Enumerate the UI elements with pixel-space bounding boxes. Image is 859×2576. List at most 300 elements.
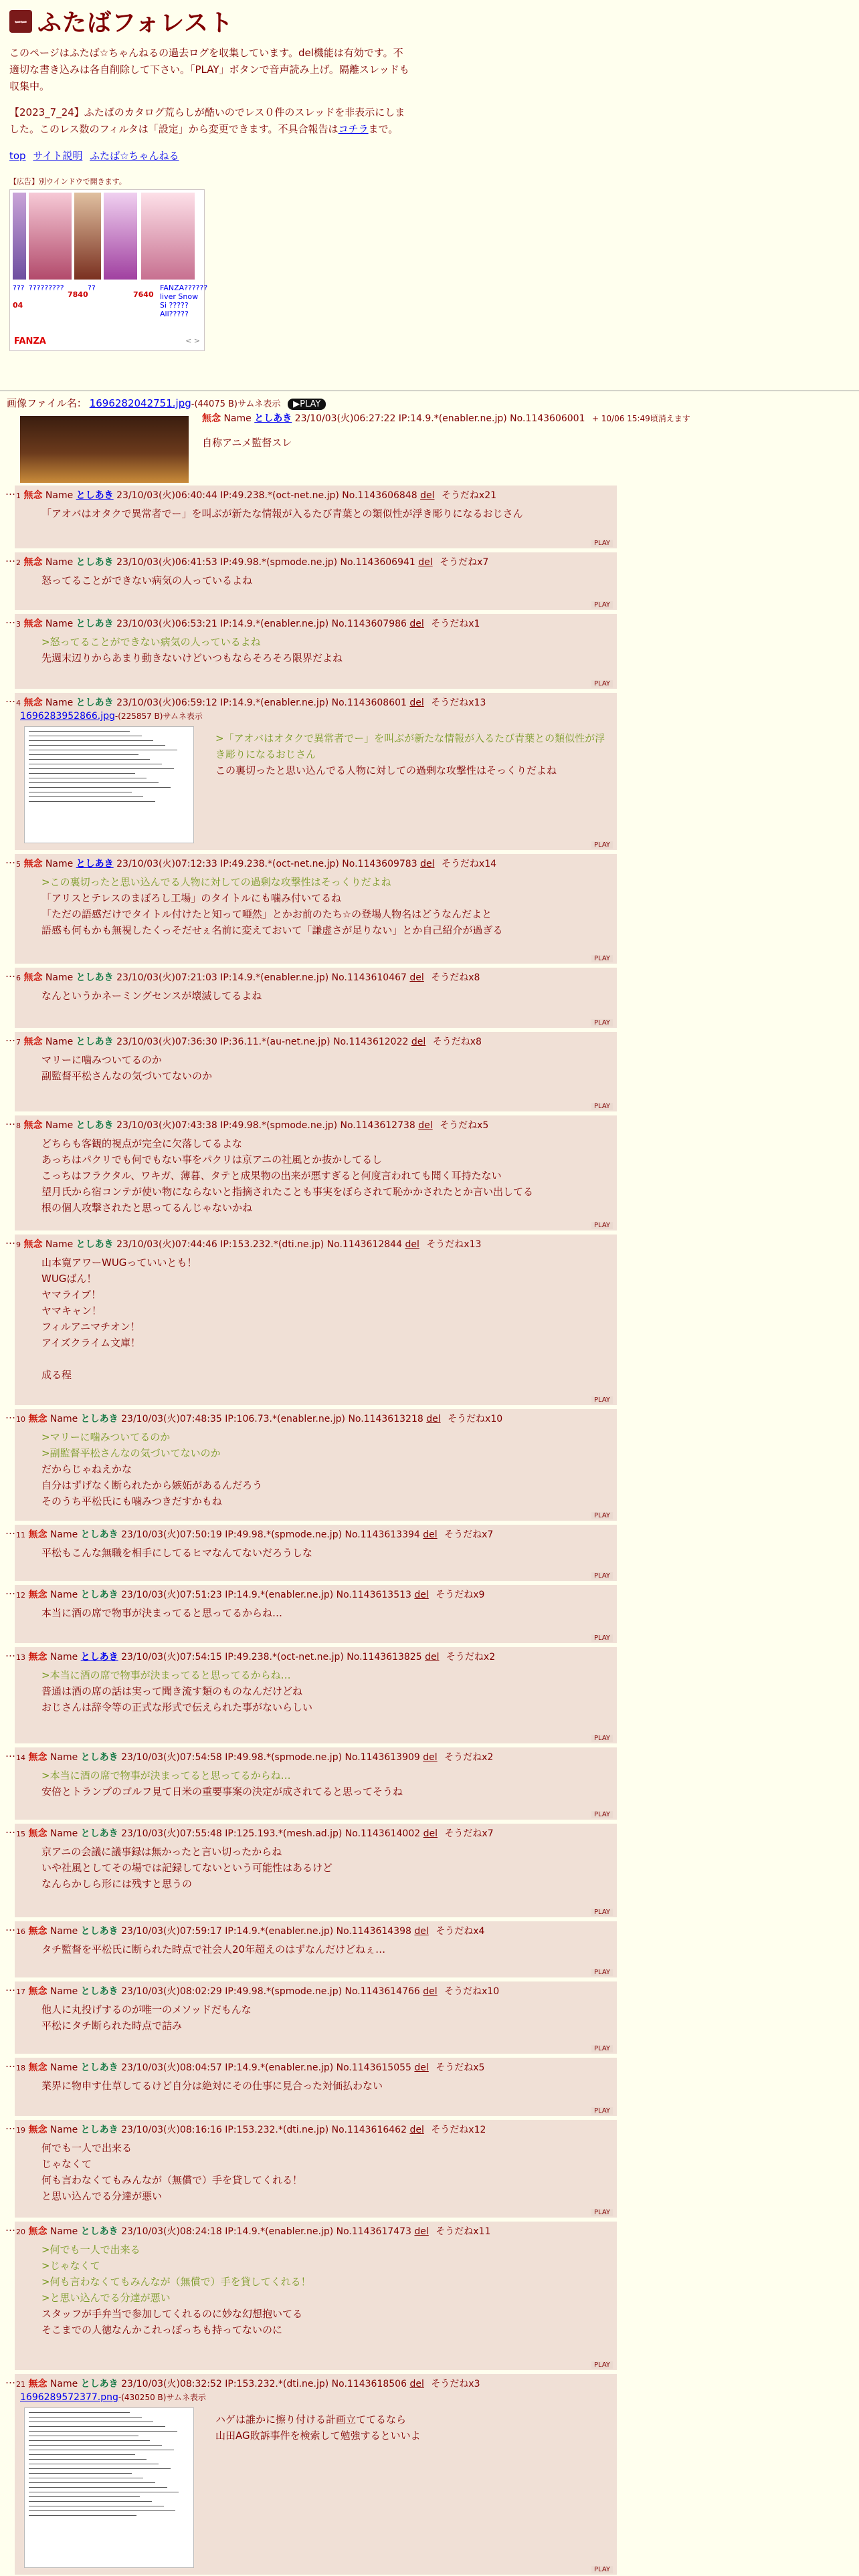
reply-header [16,555,488,568]
del-link[interactable]: del [425,1652,440,1662]
reply-name-label: Name [45,697,74,708]
body-line: 成る程 [41,1369,72,1381]
quote-line: >じゃなくて [41,2260,100,2272]
reply-number: 16 [16,1927,25,1936]
reply-play-button[interactable]: PLAY [591,1634,613,1642]
reply-play-button[interactable]: PLAY [591,601,613,609]
ad-caption-1[interactable]: ??? [13,284,25,292]
reply-marker: … [5,1824,15,1836]
site-intro: このページはふたば☆ちゃんねるの過去ログを収集しています。del機能は有効です。不適切な書き込みは各自削除して下さい。「PLAY」ボタンで音声読み上げ。隔離スレッドも収集中。 [9,47,409,92]
body-line: 怒ってることができない病気の人っているよね [41,574,253,586]
body-line: おじさんは辞令等の正式な形式で伝えられた事がないらしい [41,1701,313,1713]
reply-play-button[interactable]: PLAY [591,2209,613,2216]
sodane-button[interactable]: そうだねx8 [432,1037,482,1047]
del-link[interactable]: del [420,490,435,501]
reply-body [41,988,606,1004]
reply-post [5,2374,617,2575]
del-link[interactable]: del [414,2226,429,2237]
quote-line: >「アオバはオタクで異常者でー」を叫ぶが新たな情報が入るたび青葉との類似性が浮き彫りになるおじさん [215,732,605,760]
op-file-line: 画像ファイル名： 1696282042751.jpg-(44075 B)サムネ表示 ▶PLAY [7,396,852,410]
ad-caption-2[interactable]: ????????? [29,284,64,292]
sodane-button[interactable]: そうだねx2 [446,1652,496,1662]
ad-caption-4[interactable]: FANZA?????? liver Snow Si ????? All????? [160,284,208,318]
reply-subject: 無念 [28,1828,47,1839]
body-line: ヤマライブ！ [41,1289,102,1301]
reply-subject: 無念 [28,1529,47,1540]
nav-link-top[interactable]: top [9,150,26,162]
reply-marker: … [5,2120,15,2132]
del-link[interactable]: del [418,557,433,568]
sodane-button[interactable]: そうだねx7 [440,557,489,568]
reply-number: 9 [16,1241,21,1249]
del-link[interactable]: del [418,1120,433,1131]
reply-play-button[interactable]: PLAY [591,1735,613,1742]
reply-play-button[interactable]: PLAY [591,1222,613,1229]
ad-note: 【広告】別ウインドウで開きます。 [9,177,126,186]
quote-line: >本当に酒の席で物事が決まってると思ってるからね… [41,1769,291,1782]
reply-name: としあき [80,1752,118,1763]
reply-marker: … [5,2058,15,2070]
reply-post [5,1235,617,1405]
site-notice: 【2023_7_24】ふたばのカタログ荒らしが酷いのでレス０件のスレッドを非表示にしました。このレス数のフィルタは「設定」から変更できます。不具合報告はコチラまで。 [9,106,405,135]
reply-header [16,2224,490,2238]
reply-name-label: Name [45,490,74,501]
body-line: なんらかしら形には残すと思うの [41,1878,193,1890]
del-link[interactable]: del [409,697,424,708]
reply-number: 3 [16,620,21,629]
reply-body [41,1136,606,1216]
reply-header [16,1750,493,1763]
reply-post [5,1525,617,1581]
sodane-button[interactable]: そうだねx8 [431,972,480,983]
reply-post [5,2058,617,2116]
reply-marker: … [5,854,15,866]
del-link[interactable]: del [409,2125,424,2135]
reply-meta: 23/10/03(火)06:59:12 IP:14.9.*(enabler.ne.jp) No.1143608601 [116,697,407,708]
reply-number: 13 [16,1653,25,1662]
body-line: 山田AG敗訴事件を検索して勉強するといいよ [215,2430,421,2442]
reply-post [5,552,617,610]
sodane-button[interactable]: そうだねx7 [444,1529,494,1540]
ad-price-1: 7840 [68,290,88,299]
body-line: 「アオバはオタクで異常者でー」を叫ぶが新たな情報が入るたび青葉との類似性が浮き彫りになるおじさん [41,508,523,520]
reply-subject: 無念 [28,1414,47,1424]
nav-links [9,148,850,163]
reply-name: としあき [80,1529,118,1540]
sodane-button[interactable]: そうだねx12 [431,2125,486,2135]
ad-price-2: 7640 [133,290,154,299]
del-link[interactable]: del [426,1414,441,1424]
reply-marker: … [5,1585,15,1597]
reply-name: としあき [76,972,114,983]
reply-number: 20 [16,2228,25,2236]
reply-marker: … [5,1235,15,1247]
reply-name-label: Name [50,1828,78,1839]
body-line: マリーに噛みついてるのか [41,1054,162,1066]
sodane-button[interactable]: そうだねx7 [444,1828,494,1839]
sodane-button[interactable]: そうだねx2 [444,1752,494,1763]
reply-file-link[interactable]: 1696289572377.png [20,2392,118,2403]
ad-nav-arrows[interactable]: < > [185,336,200,345]
reply-number: 12 [16,1591,25,1600]
reply-name-link[interactable]: としあき [76,859,114,869]
sodane-button[interactable]: そうだねx4 [436,1926,485,1937]
reply-number: 15 [16,1830,25,1838]
reply-name: としあき [80,1590,118,1600]
body-line: と思い込んでる分達が悪い [41,2190,163,2202]
reply-play-button[interactable]: PLAY [591,841,613,849]
reply-subject: 無念 [23,557,43,568]
reply-number: 14 [16,1753,25,1762]
body-line: 他人に丸投げするのが唯一のメソッドだもんな [41,2004,252,2016]
reply-header [16,695,486,709]
reply-body [215,2411,606,2444]
del-link[interactable]: del [423,1752,438,1763]
nav-link-futaba[interactable]: ふたば☆ちゃんねる [90,150,179,162]
reply-name-label: Name [50,1926,78,1937]
reply-number: 10 [16,1415,25,1424]
del-link[interactable]: del [420,859,435,869]
reply-header [16,857,496,870]
reply-subject: 無念 [28,2125,47,2135]
sodane-button[interactable]: そうだねx10 [448,1414,503,1424]
reply-play-button[interactable]: PLAY [591,1396,613,1404]
quote-line: >副監督平松さんなの気づいてないのか [41,1447,221,1459]
reply-name: としあき [80,2062,118,2073]
reply-name-label: Name [45,1037,74,1047]
ad-brand: FANZA [14,336,46,346]
reply-header [16,1237,481,1251]
op-thumbnail[interactable] [20,416,189,483]
body-line: ハゲは誰かに擦り付ける計画立ててるなら [215,2413,407,2426]
body-line: こっちはフラクタル、ワキガ、薄暮、タテと成果物の出来が悪すぎると何度言われても聞く耳持たない [41,1170,502,1182]
sodane-button[interactable]: そうだねx13 [426,1239,482,1250]
site-logo-icon: ｰｰ [9,10,32,33]
reply-subject: 無念 [23,697,43,708]
body-line: フィルアニマチオン！ [41,1321,140,1333]
body-line: 平松もこんな無職を相手にしてるヒマなんてないだろうしな [41,1547,313,1559]
reply-number: 5 [16,860,21,869]
reply-play-button[interactable]: PLAY [591,2107,613,2115]
del-link[interactable]: del [414,2062,429,2073]
reply-meta: 23/10/03(火)07:55:48 IP:125.193.*(mesh.ad.jp) No.1143614002 [121,1828,421,1839]
reply-name-label: Name [45,859,74,869]
reply-name: としあき [76,1239,114,1250]
del-link[interactable]: del [411,1037,426,1047]
reply-meta: 23/10/03(火)06:41:53 IP:49.98.*(spmode.ne.jp) No.1143606941 [116,557,415,568]
ad-image-1[interactable] [13,193,26,280]
op-text: 無念 Name としあき 23/10/03(火)06:27:22 IP:14.9.*(enabler.ne.jp) No.1143606001 + 10/06 15:49頃消えます 自称アニメ監督スレ [202,411,690,451]
quote-line: >何も言わなくてもみんなが（無償で）手を貸してくれる！ [41,2276,311,2288]
reply-header [16,1984,499,1998]
reply-subject: 無念 [23,859,43,869]
body-line: 自分はずげなく断られたから嫉妬があるんだろう [41,1479,263,1491]
reply-marker: … [5,1981,15,1994]
reply-name-label: Name [50,1752,78,1763]
reply-marker: … [5,486,15,498]
reply-marker: … [5,2222,15,2234]
reply-meta: 23/10/03(火)07:59:17 IP:14.9.*(enabler.ne.jp) No.1143614398 [121,1926,411,1937]
reply-subject: 無念 [28,2379,47,2389]
op-post [7,396,852,449]
body-line: そのうち平松氏にも噛みつきだすかもね [41,1495,222,1507]
reply-header [16,1924,484,1937]
body-line: 業界に物申す仕草してるけど自分は絶対にその仕事に見合った対価払わない [41,2080,383,2092]
reply-thumbnail[interactable] [24,2407,194,2568]
ad-image-5[interactable] [141,193,195,280]
reply-play-button[interactable]: PLAY [591,1909,613,1916]
reply-post [5,693,617,850]
reply-play-button[interactable]: PLAY [591,1811,613,1818]
reply-meta: 23/10/03(火)07:50:19 IP:49.98.*(spmode.ne.jp) No.1143613394 [121,1529,420,1540]
reply-subject: 無念 [23,972,43,983]
ad-image-4[interactable] [104,193,137,280]
reply-name-label: Name [50,1414,78,1424]
reply-body [41,506,606,522]
reply-body [41,1667,606,1715]
reply-subject: 無念 [28,1752,47,1763]
reply-marker: … [5,1747,15,1759]
reply-subject: 無念 [28,2226,47,2237]
sodane-button[interactable]: そうだねx3 [431,2379,480,2389]
del-link[interactable]: del [409,972,424,983]
body-line: いや社風としてその場では記録してないという可能性はあるけど [41,1862,333,1874]
ad-banner[interactable] [9,189,208,351]
sodane-button[interactable]: そうだねx21 [441,490,497,501]
nav-link-about[interactable]: サイト説明 [33,150,83,162]
reply-marker: … [5,614,15,626]
body-line: じゃなくて [41,2158,92,2170]
body-line [41,1351,606,1367]
del-link[interactable]: del [414,1590,429,1600]
body-line: WUGばん！ [41,1273,97,1285]
reply-file-link[interactable]: 1696283952866.jpg [20,711,115,722]
reply-header [16,617,480,630]
reply-meta: 23/10/03(火)07:44:46 IP:153.232.*(dti.ne.jp) No.1143612844 [116,1239,403,1250]
body-line: 平松にタチ断られた時点で詰み [41,2020,183,2032]
sodane-button[interactable]: そうだねx5 [436,2062,485,2073]
op-subject: 無念 [202,413,221,424]
reply-meta: 23/10/03(火)07:12:33 IP:49.238.*(oct-net.ne.jp) No.1143609783 [116,859,417,869]
reply-name: としあき [76,557,114,568]
reply-header [16,1118,488,1132]
reply-subject: 無念 [23,1239,43,1250]
reply-body [41,2002,606,2034]
reply-body [41,1844,606,1892]
reply-body [41,1767,606,1800]
reply-play-button[interactable]: PLAY [591,955,613,962]
body-line: 何も言わなくてもみんなが（無償で）手を貸してくれる！ [41,2174,303,2186]
sodane-button[interactable]: そうだねx11 [436,2226,491,2237]
body-line: 山本寛アワーWUGっていいとも！ [41,1257,197,1269]
reply-number: 1 [16,492,21,500]
reply-meta: 23/10/03(火)07:54:58 IP:49.98.*(spmode.ne.jp) No.1143613909 [121,1752,420,1763]
reply-post [5,614,617,689]
reply-post [5,1585,617,1643]
sodane-button[interactable]: そうだねx1 [431,619,480,629]
reply-body [41,1941,606,1957]
body-line: 安倍とトランプのゴルフ見て日米の重要事案の決定が成されてると思ってそうね [41,1786,403,1798]
reply-header [16,1826,494,1840]
ad-image-3[interactable] [74,193,101,280]
reply-meta: 23/10/03(火)07:36:30 IP:36.11.*(au-net.ne.jp) No.1143612022 [116,1037,409,1047]
reply-number: 8 [16,1121,21,1130]
del-link[interactable]: del [409,2379,424,2389]
reply-body [41,1255,606,1383]
body-line: 副監督平松さんなの気づいてないのか [41,1070,213,1082]
reply-name: としあき [76,1120,114,1131]
quote-line: >と思い込んでる分達が悪い [41,2292,171,2304]
reply-name-link[interactable]: としあき [80,1652,118,1662]
reply-meta: 23/10/03(火)08:04:57 IP:14.9.*(enabler.ne.jp) No.1143615055 [121,2062,411,2073]
del-link[interactable]: del [409,619,424,629]
reply-name: としあき [80,2226,118,2237]
reply-play-button[interactable]: PLAY [591,1512,613,1519]
op-name[interactable]: としあき [254,413,292,424]
reply-marker: … [5,968,15,980]
reply-name: としあき [80,2125,118,2135]
reply-header [16,1588,484,1601]
reply-post [5,968,617,1028]
reply-body [41,2078,606,2094]
body-line: ヤマキャン！ [41,1305,102,1317]
reply-post [5,1409,617,1521]
reply-marker: … [5,1115,15,1128]
reply-header [16,2060,484,2074]
reply-post [5,1115,617,1230]
reply-play-button[interactable]: PLAY [591,1103,613,1110]
reply-post [5,1647,617,1743]
reply-body [41,2140,606,2204]
body-line: スタッフが手弁当で参加してくれるのに妙な幻想抱いてる [41,2308,303,2320]
reply-subject: 無念 [28,1986,47,1997]
reply-marker: … [5,1647,15,1659]
reply-body [41,1052,606,1084]
reply-post [5,2120,617,2218]
body-line: なんというかネーミングセンスが壊滅してるよね [41,990,262,1002]
reply-body [41,1429,606,1509]
reply-number: 21 [16,2380,25,2389]
reply-name-link[interactable]: としあき [76,490,114,501]
del-link[interactable]: del [423,1529,438,1540]
reply-meta: 23/10/03(火)07:51:23 IP:14.9.*(enabler.ne.jp) No.1143613513 [121,1590,411,1600]
body-line: 本当に酒の席で物事が決まってると思ってるからね… [41,1607,283,1619]
ad-caption-3[interactable]: ?? [88,284,96,292]
body-line: アイズクライム文庫！ [41,1337,141,1349]
reply-play-button[interactable]: PLAY [591,1572,613,1580]
reply-file-line: 1696283952866.jpg-(225857 B)サムネ表示 [20,711,203,722]
body-line: 根の個人攻撃されたと思ってるんじゃないかね [41,1202,253,1214]
reply-meta: 23/10/03(火)07:21:03 IP:14.9.*(enabler.ne.jp) No.1143610467 [116,972,407,983]
body-line: どちらも客観的視点が完全に欠落してるよな [41,1138,243,1150]
reply-name: としあき [76,697,114,708]
body-line: 普通は酒の席の話は実って聞き流す類のものなんだけどね [41,1685,303,1697]
reply-name-label: Name [45,1239,74,1250]
del-link[interactable]: del [414,1926,429,1937]
reply-name: としあき [76,619,114,629]
reply-number: 6 [16,974,21,982]
reply-play-button[interactable]: PLAY [591,1969,613,1976]
body-line: 「ただの語感だけでタイトル付けたと知って唖然」とかお前のたち☆の登場人物名はどうなんだよと [41,908,492,920]
reply-meta: 23/10/03(火)06:40:44 IP:49.238.*(oct-net.ne.jp) No.1143606848 [116,490,417,501]
del-link[interactable]: del [423,1986,438,1997]
reply-subject: 無念 [28,1590,47,1600]
reply-file-line: 1696289572377.png-(430250 B)サムネ表示 [20,2392,206,2403]
op-play-button[interactable]: ▶PLAY [288,399,326,410]
report-link[interactable]: コチラ [338,123,369,135]
sodane-button[interactable]: そうだねx9 [436,1590,485,1600]
del-link[interactable]: del [405,1239,419,1250]
reply-name-label: Name [45,557,74,568]
quote-line: >本当に酒の席で物事が決まってると思ってるからね… [41,1669,291,1681]
body-line: 「アリスとテレスのまぼろし工場」のタイトルにも噛み付いてるね [41,892,342,904]
reply-subject: 無念 [23,1120,43,1131]
reply-marker: … [5,1032,15,1044]
sodane-button[interactable]: そうだねx13 [431,697,486,708]
reply-meta: 23/10/03(火)07:54:15 IP:49.238.*(oct-net.ne.jp) No.1143613825 [121,1652,422,1662]
quote-line: >マリーに噛みついてるのか [41,1431,171,1443]
reply-number: 18 [16,2064,25,2072]
reply-meta: 23/10/03(火)07:43:38 IP:49.98.*(spmode.ne.jp) No.1143612738 [116,1120,415,1131]
reply-name-label: Name [50,2062,78,2073]
reply-number: 19 [16,2126,25,2135]
reply-play-button[interactable]: PLAY [591,680,613,687]
reply-number: 2 [16,558,21,567]
op-file-link[interactable]: 1696282042751.jpg [89,397,191,409]
reply-body [41,1545,606,1561]
op-body: 自称アニメ監督スレ [202,437,292,449]
sodane-button[interactable]: そうだねx10 [444,1986,500,1997]
reply-play-button[interactable]: PLAY [591,540,613,547]
reply-marker: … [5,2374,15,2386]
reply-play-button[interactable]: PLAY [591,2361,613,2369]
reply-play-button[interactable]: PLAY [591,2045,613,2052]
body-line: そこまでの人徳なんかこれっぽっちも持ってないのに [41,2324,283,2336]
reply-name: としあき [80,1986,118,1997]
reply-body [215,730,606,778]
reply-post [5,1747,617,1820]
site-header [9,0,850,38]
reply-name-label: Name [50,1986,78,1997]
reply-name-label: Name [50,1590,78,1600]
reply-name-label: Name [50,1652,78,1662]
ad-image-2[interactable] [29,193,72,280]
sodane-button[interactable]: そうだねx5 [440,1120,489,1131]
reply-play-button[interactable]: PLAY [591,2566,613,2573]
reply-name: としあき [80,1926,118,1937]
reply-thumbnail[interactable] [24,726,194,843]
body-line: 先週末辺りからあまり動きないけどいつもならそろそろ限界だよね [41,652,343,664]
reply-subject: 無念 [23,1037,43,1047]
reply-play-button[interactable]: PLAY [591,1019,613,1027]
reply-name: としあき [80,1414,118,1424]
body-line: 語感も何もかも無視したくっそだせぇ名前に変えておいて「謙虚さが足りない」とか自己紹介が過ぎる [41,924,503,936]
reply-header [16,1035,482,1048]
reply-subject: 無念 [23,490,43,501]
del-link[interactable]: del [423,1828,438,1839]
reply-header [16,2377,480,2390]
reply-marker: … [5,552,15,564]
reply-marker: … [5,1409,15,1421]
reply-post [5,1981,617,2054]
reply-post [5,854,617,964]
reply-name-label: Name [45,619,74,629]
reply-post [5,1824,617,1917]
sodane-button[interactable]: そうだねx14 [441,859,497,869]
reply-meta: 23/10/03(火)07:48:35 IP:106.73.*(enabler.ne.jp) No.1143613218 [121,1414,423,1424]
reply-post [5,2222,617,2370]
reply-header [16,488,496,502]
